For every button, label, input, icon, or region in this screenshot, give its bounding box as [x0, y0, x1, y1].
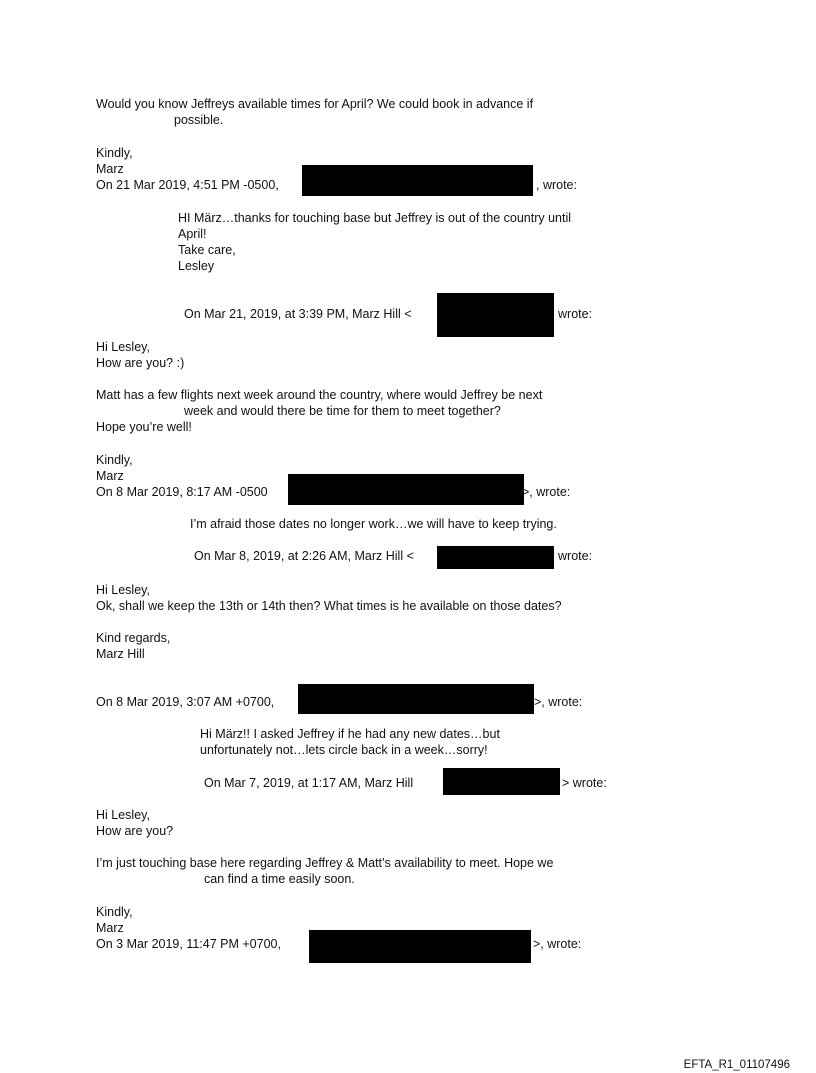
text-line: HI März…thanks for touching base but Jeffrey is out of the country until	[178, 211, 572, 225]
text-line: Hope you’re well!	[96, 420, 192, 434]
text-line: Kindly,	[96, 905, 133, 919]
text-line: Kind regards,	[96, 631, 171, 645]
text-line: week and would there be time for them to meet together?	[184, 404, 501, 418]
text-line: On 21 Mar 2019, 4:51 PM -0500,	[96, 178, 279, 192]
text-line: > wrote:	[562, 776, 607, 790]
text-line: How are you?	[96, 824, 174, 838]
text-line: possible.	[174, 113, 224, 127]
redaction-box	[288, 474, 524, 505]
text-line: Lesley	[178, 259, 215, 273]
text-line: >, wrote:	[533, 937, 582, 951]
text-line: Kindly,	[96, 453, 133, 467]
text-line: wrote:	[558, 549, 593, 563]
text-line: Marz Hill	[96, 647, 145, 661]
text-line: Hi März!! I asked Jeffrey if he had any new dates…but	[200, 727, 500, 741]
redaction-box	[437, 293, 554, 337]
text-line: Marz	[96, 469, 124, 483]
text-line: can find a time easily soon.	[204, 872, 355, 886]
text-line: On 3 Mar 2019, 11:47 PM +0700,	[96, 937, 281, 951]
text-line: On Mar 7, 2019, at 1:17 AM, Marz Hill	[204, 776, 414, 790]
text-line: >, wrote:	[534, 695, 583, 709]
text-line: Marz	[96, 921, 124, 935]
text-line: Would you know Jeffreys available times for April? We could book in advance if	[96, 97, 534, 111]
text-line: , wrote:	[536, 178, 577, 192]
text-line: On Mar 21, 2019, at 3:39 PM, Marz Hill <	[184, 307, 412, 321]
text-line: wrote:	[558, 307, 593, 321]
text-line: Kindly,	[96, 146, 133, 160]
text-line: I’m just touching base here regarding Jeffrey & Matt’s availability to meet. Hope we	[96, 856, 554, 870]
text-line: April!	[178, 227, 207, 241]
redaction-box	[443, 768, 560, 795]
text-line: How are you? :)	[96, 356, 185, 370]
text-line: I’m afraid those dates no longer work…we will have to keep trying.	[190, 517, 557, 531]
text-line: Marz	[96, 162, 124, 176]
text-line: Ok, shall we keep the 13th or 14th then? What times is he available on those dates?	[96, 599, 562, 613]
text-line: Take care,	[178, 243, 236, 257]
redaction-box	[309, 930, 531, 963]
text-line: Hi Lesley,	[96, 808, 150, 822]
text-line: On Mar 8, 2019, at 2:26 AM, Marz Hill <	[194, 549, 414, 563]
text-line: On 8 Mar 2019, 3:07 AM +0700,	[96, 695, 275, 709]
redaction-box	[302, 165, 533, 196]
text-line: >, wrote:	[522, 485, 571, 499]
text-line: Hi Lesley,	[96, 340, 150, 354]
redaction-box	[298, 684, 534, 714]
text-line: unfortunately not…lets circle back in a week…sorry!	[200, 743, 488, 757]
text-line: Hi Lesley,	[96, 583, 150, 597]
document-id-footer: EFTA_R1_01107496	[683, 1059, 790, 1071]
text-line: Matt has a few flights next week around the country, where would Jeffrey be next	[96, 388, 543, 402]
redaction-box	[437, 546, 554, 569]
text-line: On 8 Mar 2019, 8:17 AM -0500	[96, 485, 268, 499]
